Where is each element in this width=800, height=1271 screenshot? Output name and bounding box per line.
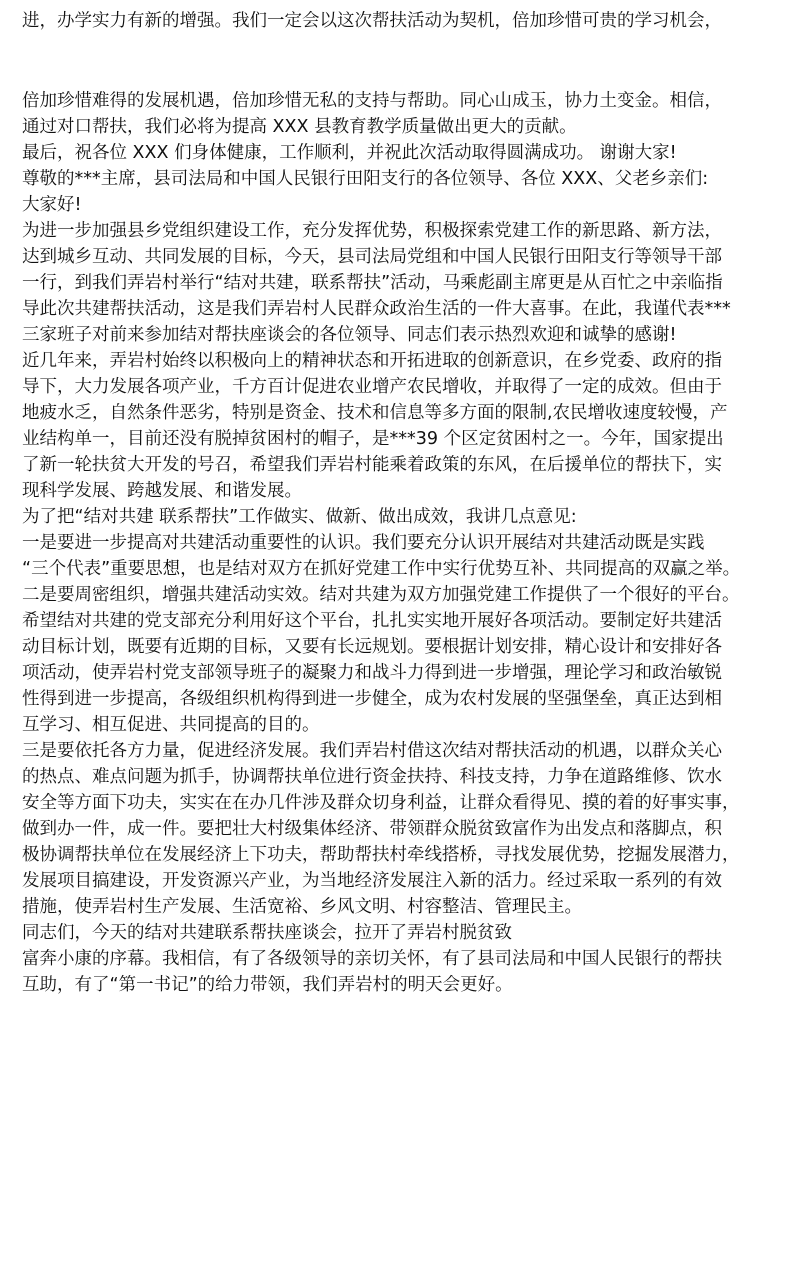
text-line: 的热点、难点问题为抓手，协调帮扶单位进行资金扶持、科技支持，力争在道路维修、饮水 <box>22 767 722 787</box>
text-line: 为了把“结对共建 联系帮扶”工作做实、做新、做出成效，我讲几点意见: <box>22 507 577 527</box>
text-line: 安全等方面下功夫，实实在在办几件涉及群众切身利益，让群众看得见、摸的着的好事实事， <box>22 793 740 813</box>
text-line: 导此次共建帮扶活动，这是我们弄岩村人民群众政治生活的一件大喜事。在此，我谨代表*** <box>22 299 731 319</box>
text-line: 通过对口帮扶，我们必将为提高 XXX 县教育教学质量做出更大的贡献。 <box>22 117 577 137</box>
text-line: 项活动，使弄岩村党支部领导班子的凝聚力和战斗力得到进一步增强，理论学习和政治敏锐 <box>22 663 722 683</box>
text-line: 动目标计划，既要有近期的目标，又要有长远规划。要根据计划安排，精心设计和安排好各 <box>22 637 722 657</box>
text-line: 业结构单一，目前还没有脱掉贫困村的帽子，是***39 个区定贫困村之一。今年，国家提出 <box>22 429 724 449</box>
text-line: 希望结对共建的党支部充分利用好这个平台，扎扎实实地开展好各项活动。要制定好共建活 <box>22 611 722 631</box>
text-line: 极协调帮扶单位在发展经济上下功夫，帮助帮扶村牵线搭桥，寻找发展优势，挖掘发展潜力， <box>22 845 740 865</box>
text-line: 达到城乡互动、共同发展的目标，今天，县司法局党组和中国人民银行田阳支行等领导干部 <box>22 247 722 267</box>
text-line: 现科学发展、跨越发展、和谐发展。 <box>22 481 302 501</box>
text-line: 最后，祝各位 XXX 们身体健康，工作顺利，并祝此次活动取得圆满成功。 谢谢大家! <box>22 143 677 163</box>
text-line: 措施，使弄岩村生产发展、生活宽裕、乡风文明、村容整洁、管理民主。 <box>22 897 582 917</box>
text-line: 了新一轮扶贫大开发的号召，希望我们弄岩村能乘着政策的东风，在后援单位的帮扶下，实 <box>22 455 722 475</box>
text-line: 倍加珍惜难得的发展机遇，倍加珍惜无私的支持与帮助。同心山成玉，协力土变金。相信， <box>22 91 722 111</box>
text-line: 做到办一件，成一件。要把壮大村级集体经济、带领群众脱贫致富作为出发点和落脚点，积 <box>22 819 722 839</box>
text-line: 三家班子对前来参加结对帮扶座谈会的各位领导、同志们表示热烈欢迎和诚挚的感谢! <box>22 325 677 345</box>
text-line: 发展项目搞建设，开发资源兴产业，为当地经济发展注入新的活力。经过采取一系列的有效 <box>22 871 722 891</box>
text-line: 大家好! <box>22 195 82 215</box>
text-line: 互学习、相互促进、共同提高的目的。 <box>22 715 320 735</box>
text-line: 互助，有了“第一书记”的给力带领，我们弄岩村的明天会更好。 <box>22 975 513 995</box>
text-line: 导下，大力发展各项产业，千方百计促进农业增产农民增收，并取得了一定的成效。但由于 <box>22 377 722 397</box>
text-line: 二是要周密组织，增强共建活动实效。结对共建为双方加强党建工作提供了一个很好的平台。 <box>22 585 740 605</box>
text-line: 一是要进一步提高对共建活动重要性的认识。我们要充分认识开展结对共建活动既是实践 <box>22 533 705 553</box>
text-line: 为进一步加强县乡党组织建设工作，充分发挥优势，积极探索党建工作的新思路、新方法， <box>22 221 722 241</box>
text-line: 尊敬的***主席，县司法局和中国人民银行田阳支行的各位领导、各位 XXX、父老乡亲们: <box>22 169 709 189</box>
text-line: 三是要依托各方力量，促进经济发展。我们弄岩村借这次结对帮扶活动的机遇，以群众关心 <box>22 741 722 761</box>
text-line: 地疲水乏，自然条件恶劣，特别是资金、技术和信息等多方面的限制,农民增收速度较慢，产 <box>22 403 728 423</box>
page-gap <box>22 34 784 88</box>
text-line: 同志们，今天的结对共建联系帮扶座谈会，拉开了弄岩村脱贫致 <box>22 923 512 943</box>
text-line: 富奔小康的序幕。我相信，有了各级领导的亲切关怀，有了县司法局和中国人民银行的帮扶 <box>22 949 722 969</box>
text-line: 一行，到我们弄岩村举行“结对共建，联系帮扶”活动，马乘彪副主席更是从百忙之中亲临指 <box>22 273 723 293</box>
text-line: “三个代表”重要思想，也是结对双方在抓好党建工作中实行优势互补、共同提高的双赢之举。 <box>22 559 741 579</box>
text-line: 近几年来，弄岩村始终以积极向上的精神状态和开拓进取的创新意识，在乡党委、政府的指 <box>22 351 722 371</box>
text-line: 进，办学实力有新的增强。我们一定会以这次帮扶活动为契机，倍加珍惜可贵的学习机会， <box>22 11 722 31</box>
text-line: 性得到进一步提高，各级组织机构得到进一步健全，成为农村发展的坚强堡垒，真正达到相 <box>22 689 722 709</box>
document-body <box>22 0 784 998</box>
